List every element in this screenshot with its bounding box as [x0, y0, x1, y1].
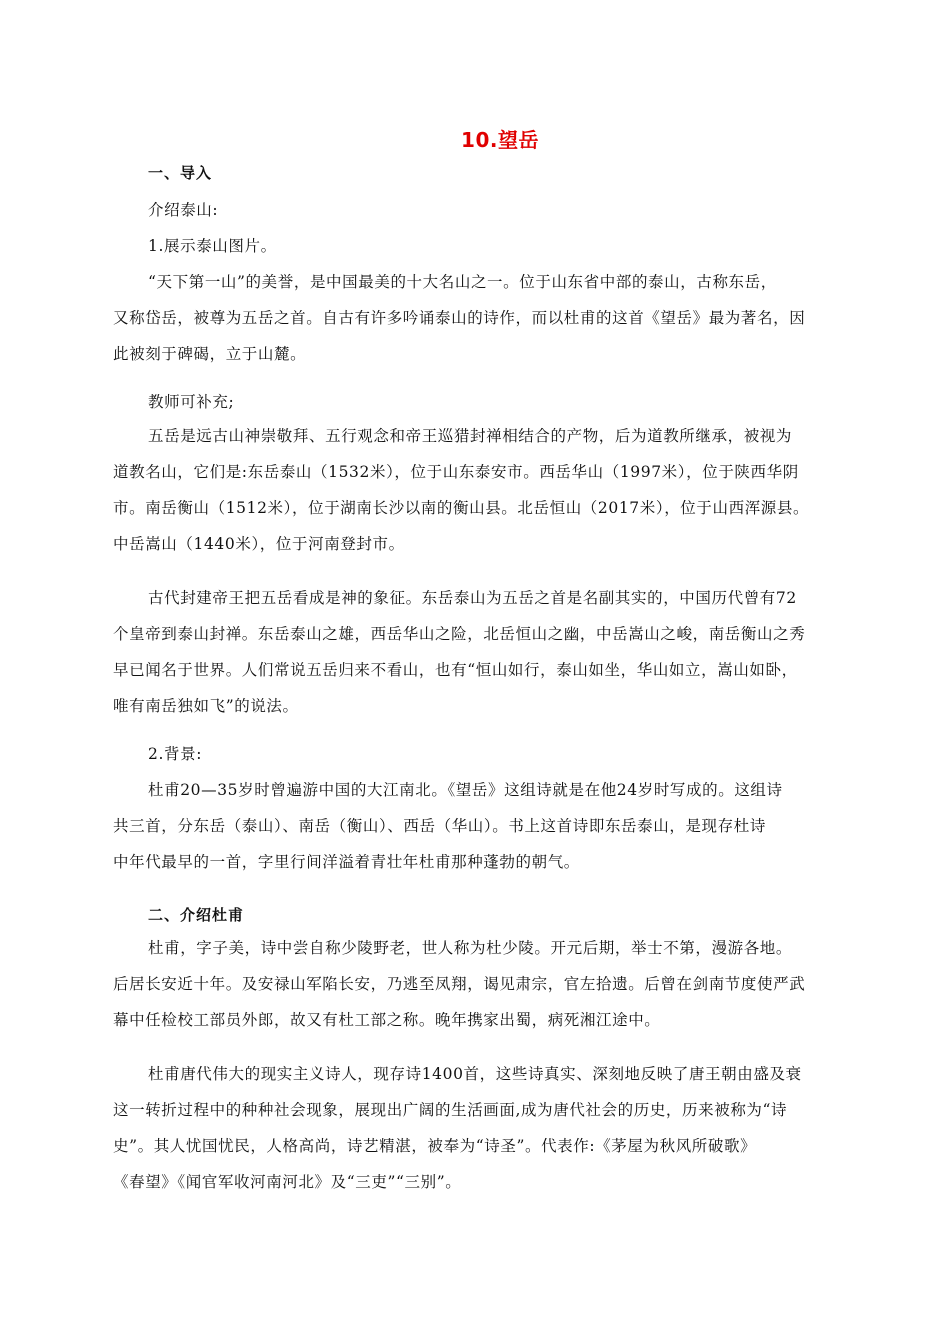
- page-title: 10.望岳: [461, 128, 539, 152]
- text-line: 幕中任检校工部员外郎，故又有杜工部之称。晚年携家出蜀，病死湘江途中。: [113, 1011, 661, 1029]
- text-line: 此被刻于碑碣，立于山麓。: [113, 345, 307, 363]
- list-item-show-pictures: 1.展示泰山图片。: [148, 237, 277, 255]
- text-line: 中岳嵩山（1440米），位于河南登封市。: [113, 535, 405, 553]
- teacher-supplement-label: 教师可补充;: [148, 393, 235, 411]
- text-line: 《春望》《闻官军收河南河北》及“三吏”“三别”。: [113, 1173, 462, 1191]
- paragraph-emperors: [113, 580, 853, 724]
- text-line: 共三首，分东岳（泰山）、南岳（衡山）、西岳（华山）。书上这首诗即东岳泰山，是现存杜诗: [113, 817, 766, 835]
- text-line: 早已闻名于世界。人们常说五岳归来不看山，也有“恒山如行，泰山如坐，华山如立，嵩山如卧，: [113, 661, 798, 679]
- paragraph-taishan-intro: [113, 264, 853, 372]
- text-line: 市。南岳衡山（1512米），位于湖南长沙以南的衡山县。北岳恒山（2017米），位于山西浑源县。: [113, 499, 810, 517]
- section-heading-intro: 一、导入: [148, 164, 213, 182]
- text-line: 中年代最早的一首，字里行间洋溢着青壮年杜甫那种蓬勃的朝气。: [113, 853, 580, 871]
- text-line: 杜甫唐代伟大的现实主义诗人，现存诗1400首，这些诗真实、深刻地反映了唐王朝由盛及衰: [148, 1065, 802, 1083]
- section-heading-du-fu: 二、介绍杜甫: [148, 906, 245, 924]
- text-line: 个皇帝到泰山封禅。东岳泰山之雄，西岳华山之险，北岳恒山之幽，中岳嵩山之峻，南岳衡山之秀: [113, 625, 806, 643]
- text-line: 这一转折过程中的种种社会现象，展现出广阔的生活画面,成为唐代社会的历史，历来被称为“诗: [113, 1101, 788, 1119]
- text-line: 后居长安近十年。及安禄山军陷长安，乃逃至凤翔，谒见肃宗，官左拾遗。后曾在剑南节度使严武: [113, 975, 806, 993]
- paragraph-five-mountains: [113, 418, 853, 562]
- text-line: 又称岱岳，被尊为五岳之首。自古有许多吟诵泰山的诗作，而以杜甫的这首《望岳》最为著名，因: [113, 309, 806, 327]
- text-line: “天下第一山”的美誉，是中国最美的十大名山之一。位于山东省中部的泰山，古称东岳，: [148, 273, 777, 291]
- text-line: 杜甫20—35岁时曾遍游中国的大江南北。《望岳》这组诗就是在他24岁时写成的。这组诗: [148, 781, 783, 799]
- intro-label: 介绍泰山:: [148, 201, 219, 219]
- list-item-background: 2.背景:: [148, 745, 203, 763]
- text-line: 古代封建帝王把五岳看成是神的象征。东岳泰山为五岳之首是名副其实的，中国历代曾有72: [148, 589, 797, 607]
- text-line: 杜甫，字子美，诗中尝自称少陵野老，世人称为杜少陵。开元后期，举士不第，漫游各地。: [148, 939, 793, 957]
- text-line: 道教名山，它们是:东岳泰山（1532米），位于山东泰安市。西岳华山（1997米），位于陕西华阴: [113, 463, 799, 481]
- paragraph-du-fu-works: [113, 1056, 853, 1200]
- text-line: 唯有南岳独如飞”的说法。: [113, 697, 299, 715]
- text-line: 史”。其人忧国忧民，人格高尚，诗艺精湛，被奉为“诗圣”。代表作:《茅屋为秋风所破歌》: [113, 1137, 757, 1155]
- paragraph-du-fu-bio: [113, 930, 853, 1038]
- text-line: 五岳是远古山神崇敬拜、五行观念和帝王巡猎封禅相结合的产物，后为道教所继承，被视为: [148, 427, 793, 445]
- paragraph-background: [113, 772, 853, 880]
